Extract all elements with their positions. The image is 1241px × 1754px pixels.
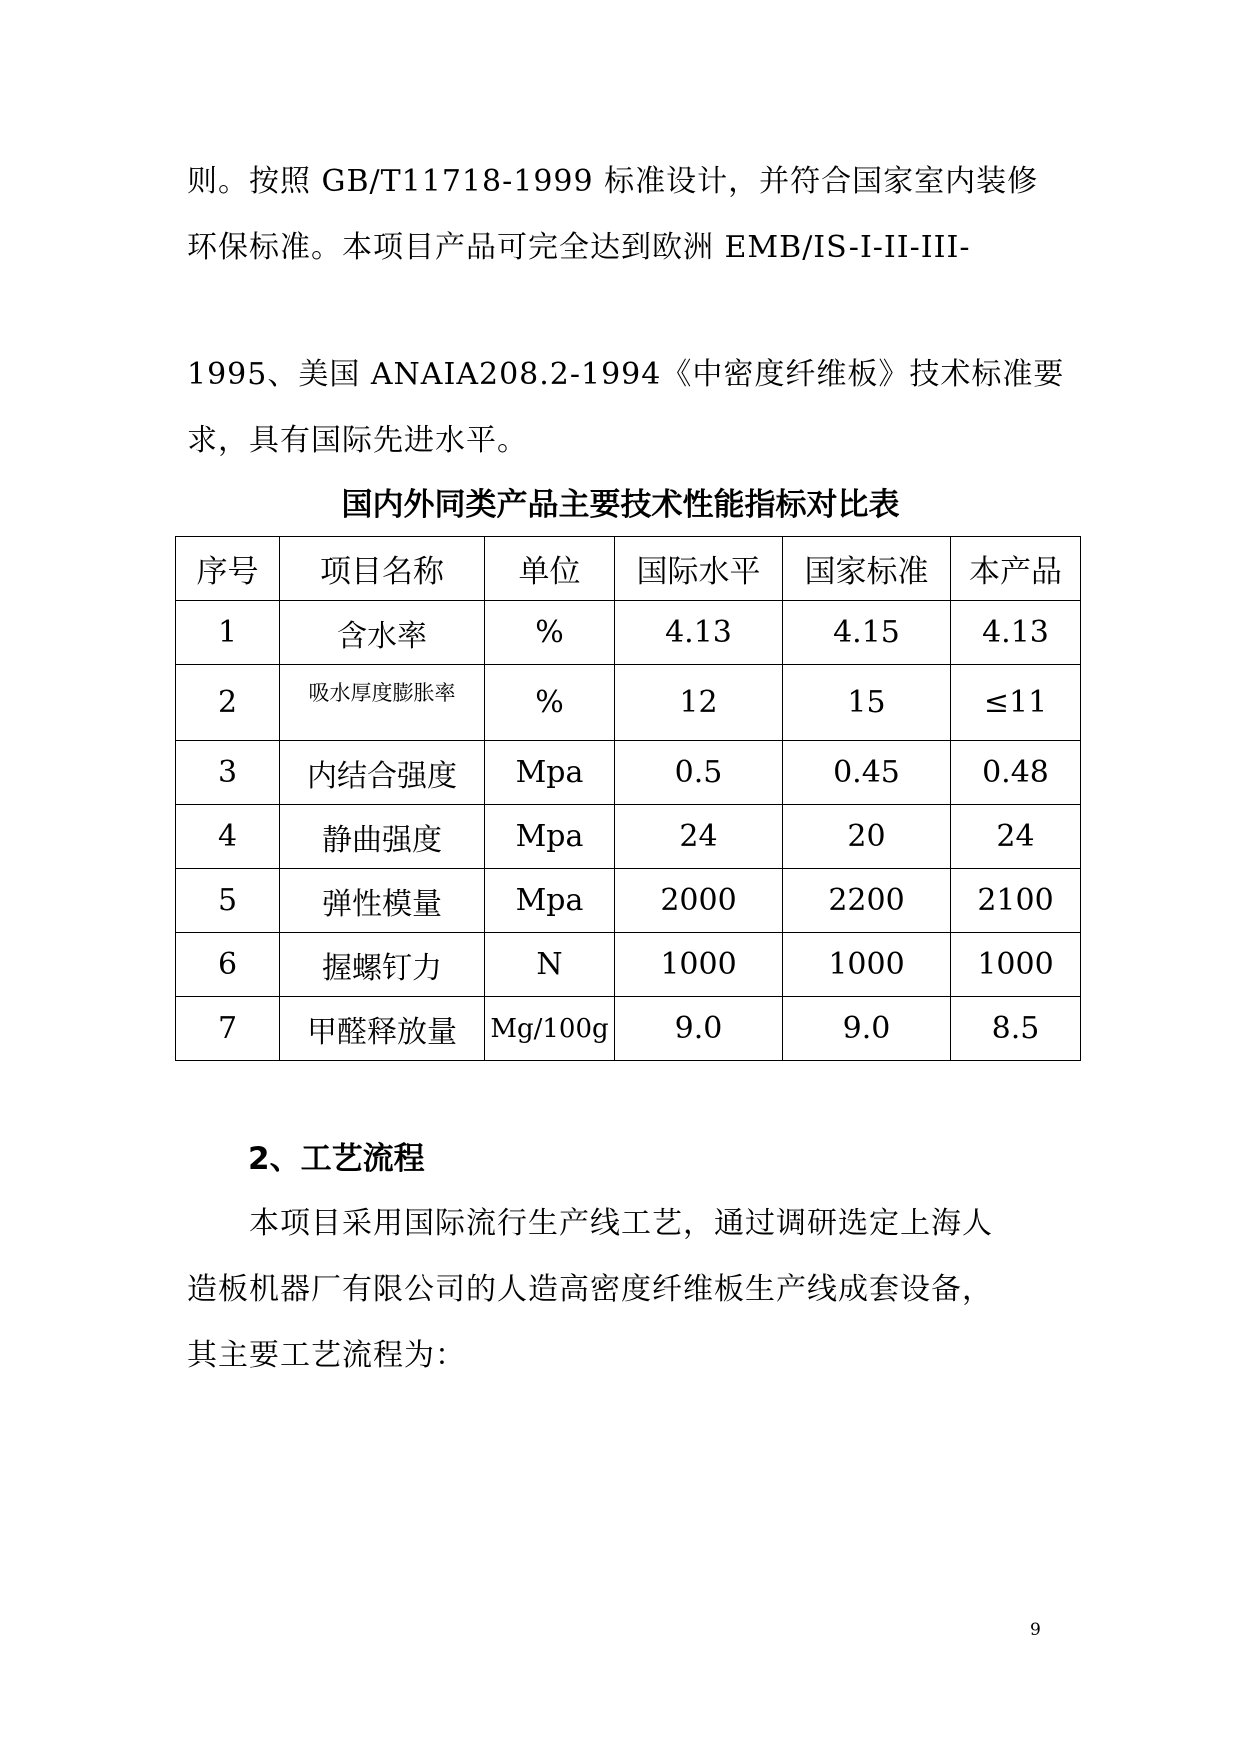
section-heading: 2、工艺流程 xyxy=(248,1141,425,1177)
header-cell-item: 项目名称 xyxy=(280,537,485,601)
cell-item: 弹性模量 xyxy=(280,869,485,933)
cell-product: 24 xyxy=(951,805,1081,869)
cell-item: 吸水厚度膨胀率 xyxy=(280,665,485,741)
cell-unit: % xyxy=(485,665,615,741)
cell-national: 2200 xyxy=(783,869,951,933)
cell-product: 1000 xyxy=(951,933,1081,997)
cell-index: 7 xyxy=(176,997,280,1061)
cell-item: 握螺钉力 xyxy=(280,933,485,997)
table-row xyxy=(176,933,1081,997)
cell-international: 4.13 xyxy=(615,601,783,665)
cell-index: 1 xyxy=(176,601,280,665)
cell-item: 静曲强度 xyxy=(280,805,485,869)
intro-line-1: 则。按照 GB/T11718-1999 标准设计，并符合国家室内装修 xyxy=(187,164,1039,199)
table-row xyxy=(176,997,1081,1061)
intro-line-4: 求，具有国际先进水平。 xyxy=(187,423,528,458)
table-row xyxy=(176,601,1081,665)
cell-national: 9.0 xyxy=(783,997,951,1061)
cell-international: 1000 xyxy=(615,933,783,997)
cell-item: 含水率 xyxy=(280,601,485,665)
cell-product: 2100 xyxy=(951,869,1081,933)
cell-national: 4.15 xyxy=(783,601,951,665)
header-cell-index: 序号 xyxy=(176,537,280,601)
table-row xyxy=(176,741,1081,805)
cell-national: 20 xyxy=(783,805,951,869)
cell-index: 6 xyxy=(176,933,280,997)
table-row xyxy=(176,665,1081,741)
table-title: 国内外同类产品主要技术性能指标对比表 xyxy=(341,487,900,523)
cell-unit: Mpa xyxy=(485,805,615,869)
cell-index: 5 xyxy=(176,869,280,933)
header-cell-unit: 单位 xyxy=(485,537,615,601)
cell-product: 8.5 xyxy=(951,997,1081,1061)
table-row xyxy=(176,805,1081,869)
cell-unit: Mg/100g xyxy=(485,997,615,1061)
spec-comparison-table xyxy=(175,536,1081,1061)
page-number: 9 xyxy=(1030,1620,1041,1640)
cell-index: 2 xyxy=(176,665,280,741)
cell-item: 内结合强度 xyxy=(280,741,485,805)
header-cell-product: 本产品 xyxy=(951,537,1081,601)
table-header-row xyxy=(176,537,1081,601)
cell-international: 24 xyxy=(615,805,783,869)
cell-product: 4.13 xyxy=(951,601,1081,665)
cell-national: 0.45 xyxy=(783,741,951,805)
cell-unit: Mpa xyxy=(485,741,615,805)
cell-product: ≤11 xyxy=(951,665,1081,741)
cell-item: 甲醛释放量 xyxy=(280,997,485,1061)
cell-product: 0.48 xyxy=(951,741,1081,805)
cell-international: 9.0 xyxy=(615,997,783,1061)
intro-line-2: 环保标准。本项目产品可完全达到欧洲 EMB/IS-Ⅰ-II-III- xyxy=(187,230,971,265)
cell-national: 15 xyxy=(783,665,951,741)
cell-national: 1000 xyxy=(783,933,951,997)
header-cell-national: 国家标准 xyxy=(783,537,951,601)
cell-index: 3 xyxy=(176,741,280,805)
cell-unit: N xyxy=(485,933,615,997)
section-line-2: 造板机器厂有限公司的人造高密度纤维板生产线成套设备， xyxy=(187,1272,993,1307)
cell-international: 2000 xyxy=(615,869,783,933)
section-line-1: 本项目采用国际流行生产线工艺，通过调研选定上海人 xyxy=(187,1206,993,1241)
cell-index: 4 xyxy=(176,805,280,869)
cell-international: 12 xyxy=(615,665,783,741)
cell-international: 0.5 xyxy=(615,741,783,805)
cell-unit: % xyxy=(485,601,615,665)
cell-unit: Mpa xyxy=(485,869,615,933)
intro-line-3: 1995、美国 ANAIA208.2-1994《中密度纤维板》技术标准要 xyxy=(187,357,1065,392)
table-row xyxy=(176,869,1081,933)
section-line-3: 其主要工艺流程为： xyxy=(187,1338,466,1373)
header-cell-international: 国际水平 xyxy=(615,537,783,601)
